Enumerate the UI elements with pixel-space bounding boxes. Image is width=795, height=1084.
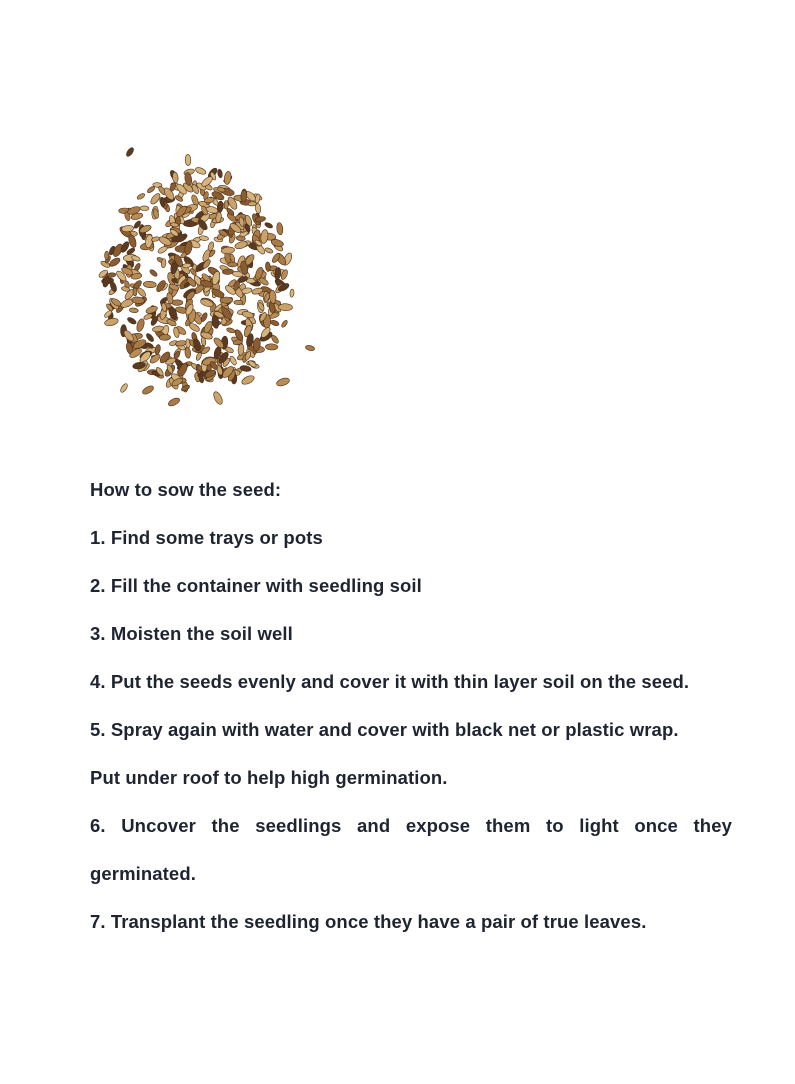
seed-grain (129, 307, 138, 313)
seed-grain (105, 251, 109, 259)
seed-grain (119, 383, 128, 394)
seed-grain (265, 344, 278, 351)
seed-grain (238, 344, 245, 356)
seed-grain (305, 345, 315, 352)
seed-grain (212, 390, 224, 405)
seed-grain (159, 334, 171, 340)
seed-grain (260, 229, 269, 244)
seed-grain (270, 334, 280, 344)
step-5-continued: Put under roof to help high germination. (90, 767, 448, 788)
seed-grain (160, 197, 165, 206)
step-6: 6. Uncover the seedlings and expose them to light once they (90, 815, 732, 836)
seed-grain (172, 172, 179, 184)
seed-grain (264, 247, 273, 254)
seed-grain (264, 222, 273, 230)
seed-grain (276, 377, 291, 388)
seed-grain (136, 287, 147, 298)
step-7: 7. Transplant the seedling once they have a pair of true leaves. (90, 911, 647, 932)
seed-grain (224, 201, 228, 210)
step-5: 5. Spray again with water and cover with black net or plastic wrap. (90, 719, 679, 740)
seed-grain (265, 262, 271, 272)
step-6-continued: germinated. (90, 863, 196, 884)
seed-grain (278, 303, 292, 310)
seed-grain (167, 396, 181, 407)
sowing-instructions (90, 474, 732, 954)
seed-grain (140, 206, 149, 211)
step-4: 4. Put the seeds evenly and cover it with thin layer soil on the seed. (90, 671, 690, 692)
seed-grain (220, 297, 233, 303)
seed-pile (98, 146, 315, 407)
seed-grain (290, 289, 295, 298)
seed-grain (217, 169, 223, 178)
seed-grain (224, 171, 232, 185)
seed-grain (145, 332, 155, 342)
seed-grain (234, 300, 243, 305)
seed-grain (154, 344, 161, 355)
seed-grain (276, 222, 283, 235)
seed-grain (242, 310, 254, 318)
seed-grain (126, 316, 137, 325)
seed-grain (222, 269, 233, 275)
instructions-heading: How to sow the seed: (90, 479, 282, 500)
seed-grain (136, 192, 146, 200)
seed-grain (185, 154, 191, 165)
seed-grain (149, 269, 158, 278)
seed-grain (182, 263, 191, 269)
step-3: 3. Moisten the soil well (90, 623, 293, 644)
seed-grain (141, 384, 155, 396)
seed-grain (157, 245, 168, 255)
seed-grain (195, 166, 207, 175)
seed-grain (240, 190, 247, 202)
seed-grain (135, 318, 145, 333)
seed-grain (133, 288, 137, 296)
seed-grain (125, 146, 135, 157)
seed-grain (104, 317, 119, 327)
step-2: 2. Fill the container with seedling soil (90, 575, 422, 596)
seed-grain (240, 374, 255, 386)
seed-grain (281, 319, 289, 328)
seed-grain (270, 319, 280, 326)
step-1: 1. Find some trays or pots (90, 527, 323, 548)
seeds-image (88, 140, 328, 425)
seed-grain (143, 313, 153, 321)
seed-grain (226, 327, 236, 334)
seed-grain (143, 281, 156, 288)
